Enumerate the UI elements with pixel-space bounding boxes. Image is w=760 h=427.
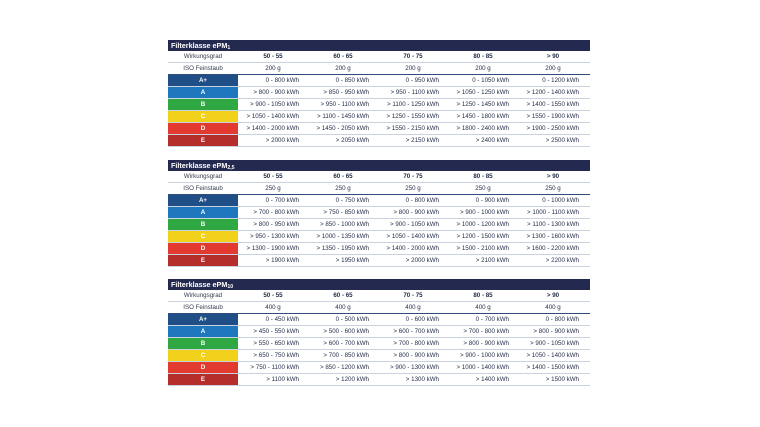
class-label: D (168, 243, 238, 254)
iso-value: 250 g (265, 185, 281, 192)
iso-value: 200 g (335, 65, 351, 72)
class-label: B (168, 219, 238, 230)
energy-value: > 1550 - 1900 kWh (526, 113, 579, 120)
class-row-a (168, 326, 590, 338)
energy-value: > 850 - 1000 kWh (319, 221, 369, 228)
energy-value: 0 - 600 kWh (405, 316, 439, 323)
class-row-e (168, 135, 590, 147)
energy-value: > 1100 kWh (266, 376, 299, 383)
energy-value: > 1000 - 1200 kWh (456, 221, 509, 228)
class-row-b (168, 99, 590, 111)
class-label: B (168, 99, 238, 110)
range-header: 80 - 85 (473, 292, 493, 299)
iso-value: 200 g (405, 65, 421, 72)
class-label: A (168, 326, 238, 337)
class-label: C (168, 231, 238, 242)
range-header: 50 - 55 (263, 173, 283, 180)
iso-value: 200 g (545, 65, 561, 72)
energy-value: > 750 - 1100 kWh (250, 364, 299, 371)
energy-value: > 1200 kWh (335, 376, 369, 383)
class-label: D (168, 123, 238, 134)
table-title: Filterklasse ePM$_{2,5}$ (168, 160, 590, 171)
energy-value: > 1400 - 2000 kWh (386, 245, 439, 252)
energy-value: 0 - 900 kWh (475, 197, 509, 204)
energy-value: > 800 - 900 kWh (393, 209, 439, 216)
energy-value: > 600 - 700 kWh (323, 340, 369, 347)
table-epm2-5 (168, 160, 590, 267)
table-epm1 (168, 40, 590, 147)
energy-value: > 800 - 900 kWh (533, 328, 579, 335)
energy-value: > 900 - 1050 kWh (249, 101, 299, 108)
wirkungsgrad-row (168, 171, 590, 183)
energy-value: > 900 - 1050 kWh (389, 221, 439, 228)
class-row-d (168, 123, 590, 135)
wirkungsgrad-label: Wirkungsgrad (183, 173, 223, 180)
energy-value: > 1400 - 1550 kWh (526, 101, 579, 108)
range-header: 50 - 55 (263, 292, 283, 299)
energy-value: > 1000 - 1350 kWh (316, 233, 369, 240)
iso-value: 400 g (405, 304, 421, 311)
iso-value: 400 g (475, 304, 491, 311)
energy-value: > 1300 - 1600 kWh (526, 233, 579, 240)
energy-value: > 1000 - 1100 kWh (527, 209, 579, 216)
table-title: Filterklasse ePM$_1$ (168, 40, 590, 51)
energy-value: > 800 - 900 kWh (463, 340, 509, 347)
range-header: 70 - 75 (403, 173, 423, 180)
energy-value: > 650 - 750 kWh (253, 352, 299, 359)
energy-value: > 550 - 650 kWh (253, 340, 299, 347)
energy-value: > 1400 - 1500 kWh (526, 364, 579, 371)
energy-value: > 950 - 1300 kWh (249, 233, 299, 240)
energy-value: > 1550 - 2150 kWh (386, 125, 439, 132)
range-header: > 90 (546, 292, 560, 299)
class-row-e (168, 255, 590, 267)
energy-value: > 450 - 550 kWh (253, 328, 299, 335)
energy-value: > 1950 kWh (335, 257, 369, 264)
range-header: 70 - 75 (403, 292, 423, 299)
energy-value: 0 - 950 kWh (405, 77, 439, 84)
energy-value: > 1100 - 1250 kWh (387, 101, 439, 108)
energy-value: > 1400 kWh (475, 376, 509, 383)
class-label: A+ (168, 75, 238, 86)
energy-value: > 1100 - 1300 kWh (527, 221, 579, 228)
class-row-aplus (168, 314, 590, 326)
iso-value: 250 g (475, 185, 491, 192)
table-epm10 (168, 279, 590, 386)
class-label: A+ (168, 314, 238, 325)
range-header: 80 - 85 (473, 53, 493, 60)
class-row-c (168, 231, 590, 243)
energy-value: > 1050 - 1250 kWh (456, 89, 509, 96)
iso-label: ISO Feinstaub (183, 185, 223, 192)
energy-value: > 2150 kWh (405, 137, 439, 144)
class-label: C (168, 111, 238, 122)
energy-value: > 2100 kWh (475, 257, 509, 264)
class-row-a (168, 207, 590, 219)
iso-row (168, 302, 590, 314)
class-label: E (168, 135, 238, 146)
energy-value: > 1900 - 2500 kWh (526, 125, 579, 132)
energy-value: > 900 - 1300 kWh (389, 364, 439, 371)
energy-value: > 800 - 900 kWh (393, 352, 439, 359)
energy-value: > 500 - 600 kWh (323, 328, 369, 335)
class-label: C (168, 350, 238, 361)
table-title: Filterklasse ePM$_{10}$ (168, 279, 590, 290)
energy-value: > 2000 kWh (405, 257, 439, 264)
energy-value: > 1400 - 2000 kWh (246, 125, 299, 132)
energy-value: > 900 - 1050 kWh (529, 340, 579, 347)
class-row-d (168, 243, 590, 255)
energy-value: > 1500 - 2100 kWh (456, 245, 509, 252)
energy-value: 0 - 500 kWh (335, 316, 369, 323)
energy-value: > 700 - 800 kWh (393, 340, 439, 347)
energy-value: > 1050 - 1400 kWh (526, 352, 579, 359)
wirkungsgrad-label: Wirkungsgrad (183, 292, 223, 299)
iso-value: 400 g (545, 304, 561, 311)
range-header: > 90 (546, 173, 560, 180)
range-header: 50 - 55 (263, 53, 283, 60)
energy-value: > 1900 kWh (265, 257, 299, 264)
range-header: 60 - 65 (333, 53, 353, 60)
energy-value: > 700 - 800 kWh (253, 209, 299, 216)
class-label: B (168, 338, 238, 349)
energy-value: > 800 - 950 kWh (253, 221, 299, 228)
iso-value: 400 g (265, 304, 281, 311)
energy-value: > 600 - 700 kWh (393, 328, 439, 335)
energy-value: 0 - 450 kWh (265, 316, 299, 323)
iso-value: 200 g (265, 65, 281, 72)
energy-value: > 2000 kWh (265, 137, 299, 144)
iso-value: 250 g (545, 185, 561, 192)
iso-row (168, 183, 590, 195)
range-header: 80 - 85 (473, 173, 493, 180)
energy-value: > 2050 kWh (335, 137, 369, 144)
iso-value: 250 g (405, 185, 421, 192)
iso-value: 200 g (475, 65, 491, 72)
energy-value: 0 - 700 kWh (265, 197, 299, 204)
class-row-d (168, 362, 590, 374)
wirkungsgrad-row (168, 290, 590, 302)
energy-value: > 2500 kWh (545, 137, 579, 144)
class-row-c (168, 350, 590, 362)
energy-value: 0 - 1050 kWh (472, 77, 509, 84)
class-label: A (168, 207, 238, 218)
energy-value: 0 - 700 kWh (475, 316, 509, 323)
iso-value: 400 g (335, 304, 351, 311)
energy-value: > 850 - 950 kWh (323, 89, 369, 96)
range-header: 60 - 65 (333, 292, 353, 299)
class-row-b (168, 219, 590, 231)
energy-value: > 1050 - 1400 kWh (246, 113, 299, 120)
energy-value: 0 - 1000 kWh (542, 197, 579, 204)
class-row-b (168, 338, 590, 350)
energy-value: 0 - 800 kWh (265, 77, 299, 84)
energy-value: > 1100 - 1450 kWh (317, 113, 369, 120)
energy-value: > 1000 - 1400 kWh (456, 364, 509, 371)
energy-value: > 800 - 900 kWh (253, 89, 299, 96)
energy-value: > 700 - 800 kWh (463, 328, 509, 335)
energy-value: > 1050 - 1400 kWh (386, 233, 439, 240)
class-label: D (168, 362, 238, 373)
class-label: E (168, 374, 238, 385)
energy-value: > 900 - 1000 kWh (459, 209, 509, 216)
energy-value: 0 - 850 kWh (335, 77, 369, 84)
range-header: 70 - 75 (403, 53, 423, 60)
energy-value: > 1300 - 1900 kWh (246, 245, 299, 252)
energy-value: > 1250 - 1550 kWh (386, 113, 439, 120)
energy-value: > 1300 kWh (405, 376, 439, 383)
energy-value: > 1350 - 1950 kWh (316, 245, 369, 252)
energy-value: > 1450 - 1800 kWh (456, 113, 509, 120)
class-label: E (168, 255, 238, 266)
range-header: > 90 (546, 53, 560, 60)
energy-value: > 950 - 1100 kWh (390, 89, 439, 96)
energy-value: 0 - 750 kWh (335, 197, 369, 204)
energy-value: > 1800 - 2400 kWh (456, 125, 509, 132)
iso-label: ISO Feinstaub (183, 65, 223, 72)
class-label: A (168, 87, 238, 98)
energy-value: > 850 - 1200 kWh (319, 364, 369, 371)
range-header: 60 - 65 (333, 173, 353, 180)
energy-value: > 2400 kWh (475, 137, 509, 144)
energy-value: > 950 - 1100 kWh (320, 101, 369, 108)
iso-row (168, 63, 590, 75)
energy-value: 0 - 800 kWh (405, 197, 439, 204)
class-row-aplus (168, 75, 590, 87)
class-row-a (168, 87, 590, 99)
energy-value: 0 - 1200 kWh (542, 77, 579, 84)
energy-value: > 1200 - 1400 kWh (526, 89, 579, 96)
energy-value: > 900 - 1000 kWh (459, 352, 509, 359)
wirkungsgrad-label: Wirkungsgrad (183, 53, 223, 60)
energy-value: > 1200 - 1500 kWh (456, 233, 509, 240)
class-row-e (168, 374, 590, 386)
energy-value: > 1500 kWh (545, 376, 579, 383)
energy-value: > 750 - 850 kWh (323, 209, 369, 216)
iso-value: 250 g (335, 185, 351, 192)
iso-label: ISO Feinstaub (183, 304, 223, 311)
class-row-c (168, 111, 590, 123)
energy-value: > 1600 - 2200 kWh (526, 245, 579, 252)
class-row-aplus (168, 195, 590, 207)
class-label: A+ (168, 195, 238, 206)
energy-value: > 1450 - 2050 kWh (316, 125, 369, 132)
energy-value: 0 - 800 kWh (545, 316, 579, 323)
wirkungsgrad-row (168, 51, 590, 63)
energy-value: > 1250 - 1450 kWh (456, 101, 509, 108)
energy-value: > 700 - 850 kWh (323, 352, 369, 359)
energy-value: > 2200 kWh (545, 257, 579, 264)
